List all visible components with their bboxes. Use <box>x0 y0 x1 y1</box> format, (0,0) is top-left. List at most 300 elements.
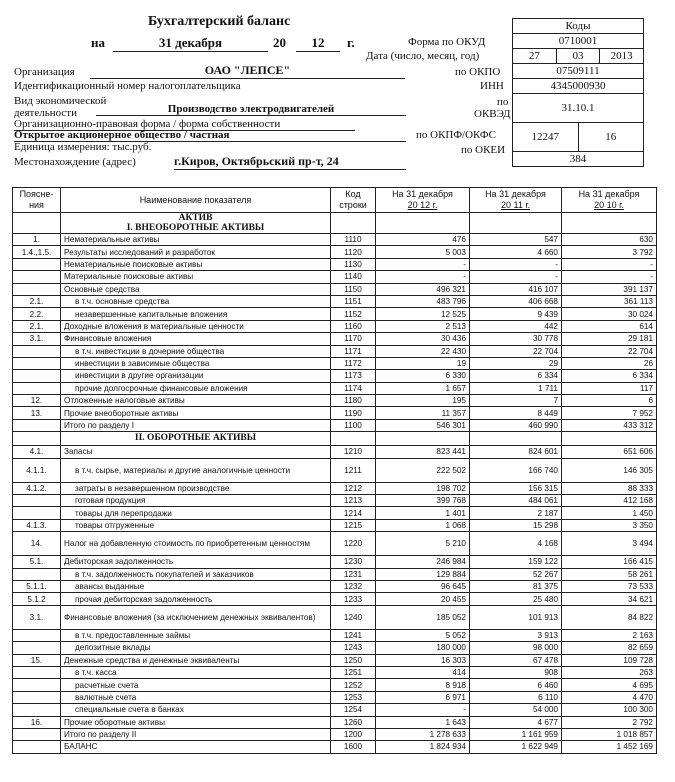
row-value-2012: 399 768 <box>376 495 470 507</box>
row-value-2012: 476 <box>376 234 470 246</box>
row-code: 1250 <box>331 654 376 666</box>
table-row <box>13 283 657 295</box>
row-explanation: 13. <box>13 407 61 419</box>
row-value-2010: 1 450 <box>562 507 657 519</box>
row-code: 1240 <box>331 605 376 629</box>
table-row <box>13 357 657 369</box>
table-row <box>13 345 657 357</box>
row-value-2011: 824 601 <box>470 446 562 458</box>
row-value-2011: 22 704 <box>470 345 562 357</box>
row-value-2010: 651 606 <box>562 446 657 458</box>
row-code: 1152 <box>331 308 376 320</box>
header-name: Наименование показателя <box>61 188 331 213</box>
row-code: 1180 <box>331 395 376 407</box>
row-value-2012: 16 303 <box>376 654 470 666</box>
row-value-2011: 8 449 <box>470 407 562 419</box>
unit-label: Единица измерения: тыс.руб. <box>14 141 152 153</box>
document-title: Бухгалтерский баланс <box>148 14 291 29</box>
header-expl: Поясне-ния <box>13 188 61 213</box>
table-row <box>13 382 657 394</box>
row-explanation <box>13 258 61 270</box>
row-code: 1251 <box>331 666 376 678</box>
row-value-2011: 25 480 <box>470 593 562 605</box>
row-code: 1213 <box>331 495 376 507</box>
row-value-2010: - <box>562 258 657 270</box>
row-code: 1150 <box>331 283 376 295</box>
table-row <box>13 370 657 382</box>
table-row <box>13 246 657 258</box>
row-value-2012: 96 645 <box>376 580 470 592</box>
row-name: в т.ч. инвестиции в дочерние общества <box>61 345 331 357</box>
okopf-value: 12247 <box>513 123 579 151</box>
row-code: 1214 <box>331 507 376 519</box>
row-value-2010: 1 018 857 <box>562 728 657 740</box>
table-row <box>13 605 657 629</box>
org-label: Организация <box>14 66 75 78</box>
row-code: 1200 <box>331 728 376 740</box>
row-value-2012: 246 984 <box>376 556 470 568</box>
table-row <box>13 295 657 307</box>
date-year-cell: 2013 <box>610 50 633 62</box>
row-explanation: 2.1. <box>13 295 61 307</box>
row-value-2010: 263 <box>562 666 657 678</box>
row-name: Прочие оборотные активы <box>61 716 331 728</box>
legal-value: Открытое акционерное общество / частная <box>14 129 406 142</box>
row-name: затраты в незавершенном производстве <box>61 482 331 494</box>
row-explanation: 5.1.1. <box>13 580 61 592</box>
table-row <box>13 495 657 507</box>
table-row <box>13 419 657 431</box>
row-name: авансы выданные <box>61 580 331 592</box>
table-row <box>13 446 657 458</box>
row-explanation <box>13 691 61 703</box>
row-value-2012: 1 643 <box>376 716 470 728</box>
date-day-month: 31 декабря <box>113 35 268 52</box>
section-aktiv: АКТИВ <box>178 213 213 223</box>
row-explanation <box>13 357 61 369</box>
row-code: 1190 <box>331 407 376 419</box>
row-code: 1254 <box>331 704 376 716</box>
header-col-2011 <box>470 188 562 213</box>
row-value-2012: - <box>376 258 470 270</box>
row-explanation: 15. <box>13 654 61 666</box>
activity-label-1: Вид экономической <box>14 95 107 107</box>
okpo-label: по ОКПО <box>455 66 501 78</box>
section-header-row <box>13 213 657 234</box>
row-value-2011: 2 187 <box>470 507 562 519</box>
activity-value: Производство электродвигателей <box>96 103 406 116</box>
row-value-2012: 198 702 <box>376 482 470 494</box>
row-explanation <box>13 495 61 507</box>
row-name: прочие долгосрочные финансовые вложения <box>61 382 331 394</box>
okved-label-1: по <box>497 96 509 108</box>
row-name: товары отгруженные <box>61 519 331 531</box>
row-value-2011: 4 660 <box>470 246 562 258</box>
legal-label: Организационно-правовая форма / форма собственности <box>14 118 355 131</box>
row-value-2012: 483 796 <box>376 295 470 307</box>
row-value-2010: 22 704 <box>562 345 657 357</box>
row-code: 1230 <box>331 556 376 568</box>
row-code: 1151 <box>331 295 376 307</box>
row-explanation: 1.4.,1.5. <box>13 246 61 258</box>
row-value-2011: 156 315 <box>470 482 562 494</box>
okopf-label: по ОКПФ/ОКФС <box>416 129 496 141</box>
row-value-2012: - <box>376 704 470 716</box>
okfs-value: 16 <box>605 131 617 143</box>
row-name: готовая продукция <box>61 495 331 507</box>
row-code: 1174 <box>331 382 376 394</box>
row-value-2010: 73 533 <box>562 580 657 592</box>
date-cells <box>513 49 643 64</box>
row-value-2011: 54 000 <box>470 704 562 716</box>
row-value-2011: 3 913 <box>470 629 562 641</box>
row-value-2010: 3 494 <box>562 532 657 556</box>
row-value-2011: 460 990 <box>470 419 562 431</box>
row-name: Доходные вложения в материальные ценности <box>61 320 331 332</box>
okei-value: 384 <box>569 153 587 165</box>
table-row <box>13 666 657 678</box>
row-code: 1130 <box>331 258 376 270</box>
row-value-2012: 414 <box>376 666 470 678</box>
row-explanation <box>13 271 61 283</box>
row-name: Материальные поисковые активы <box>61 271 331 283</box>
row-value-2012: 5 003 <box>376 246 470 258</box>
row-explanation: 16. <box>13 716 61 728</box>
row-value-2012: - <box>376 271 470 283</box>
row-explanation: 4.1.3. <box>13 519 61 531</box>
row-code: 1231 <box>331 568 376 580</box>
row-code: 1173 <box>331 370 376 382</box>
row-value-2012: 1 401 <box>376 507 470 519</box>
row-code: 1215 <box>331 519 376 531</box>
row-value-2010: 7 952 <box>562 407 657 419</box>
row-code: 1600 <box>331 741 376 753</box>
row-explanation <box>13 741 61 753</box>
row-name: Запасы <box>61 446 331 458</box>
row-code: 1233 <box>331 593 376 605</box>
row-value-2012: 20 455 <box>376 593 470 605</box>
row-explanation <box>13 666 61 678</box>
table-row <box>13 556 657 568</box>
row-value-2011: - <box>470 271 562 283</box>
row-value-2010: 433 312 <box>562 419 657 431</box>
row-code: 1220 <box>331 532 376 556</box>
table-row <box>13 580 657 592</box>
row-value-2010: 82 659 <box>562 642 657 654</box>
row-explanation <box>13 382 61 394</box>
header-col-2012-top: На 31 декабря <box>392 189 453 199</box>
date-month-cell: 03 <box>557 49 601 63</box>
row-value-2010: 109 728 <box>562 654 657 666</box>
row-value-2012: 22 430 <box>376 345 470 357</box>
row-name: инвестиции в зависимые общества <box>61 357 331 369</box>
header-code: Код строки <box>331 188 376 213</box>
row-code: 1100 <box>331 419 376 431</box>
table-row <box>13 704 657 716</box>
row-name: БАЛАНС <box>61 741 331 753</box>
row-code: 1232 <box>331 580 376 592</box>
row-name: Дебиторская задолженность <box>61 556 331 568</box>
row-value-2011: 159 122 <box>470 556 562 568</box>
row-value-2012: 5 052 <box>376 629 470 641</box>
row-name: Результаты исследований и разработок <box>61 246 331 258</box>
row-code: 1241 <box>331 629 376 641</box>
date-suffix: г. <box>347 35 355 50</box>
codes-header: Коды <box>513 19 643 34</box>
row-code: 1170 <box>331 333 376 345</box>
row-explanation <box>13 642 61 654</box>
row-value-2010: 166 415 <box>562 556 657 568</box>
row-value-2011: 547 <box>470 234 562 246</box>
row-value-2010: 84 822 <box>562 605 657 629</box>
row-value-2012: 1 824 934 <box>376 741 470 753</box>
row-value-2011: 442 <box>470 320 562 332</box>
row-value-2011: 15 298 <box>470 519 562 531</box>
row-name: в т.ч. предоставленные займы <box>61 629 331 641</box>
row-value-2011: 4 168 <box>470 532 562 556</box>
table-row <box>13 308 657 320</box>
table-row <box>13 507 657 519</box>
row-name: Прочие внеоборотные активы <box>61 407 331 419</box>
row-value-2012: 129 884 <box>376 568 470 580</box>
row-value-2010: 29 181 <box>562 333 657 345</box>
row-code: 1140 <box>331 271 376 283</box>
table-row <box>13 395 657 407</box>
row-explanation <box>13 704 61 716</box>
row-name: в т.ч. сырье, материалы и другие аналогичные ценности <box>61 458 331 482</box>
row-value-2011: 101 913 <box>470 605 562 629</box>
header-col-2011-bottom: 20 11 г. <box>500 200 531 210</box>
table-row <box>13 629 657 641</box>
inn-label: ИНН <box>480 80 504 92</box>
row-value-2010: 2 792 <box>562 716 657 728</box>
row-value-2010: 630 <box>562 234 657 246</box>
table-row <box>13 593 657 605</box>
row-name: валютные счета <box>61 691 331 703</box>
row-name: прочая дебиторская задолженность <box>61 593 331 605</box>
row-explanation: 5.1. <box>13 556 61 568</box>
row-code: 1211 <box>331 458 376 482</box>
table-row <box>13 691 657 703</box>
row-value-2010: 2 163 <box>562 629 657 641</box>
table-row <box>13 642 657 654</box>
row-value-2011: 98 000 <box>470 642 562 654</box>
row-name: Основные средства <box>61 283 331 295</box>
table-row <box>13 568 657 580</box>
table-header-row <box>13 188 657 213</box>
row-explanation: 4.1.2. <box>13 482 61 494</box>
table-row <box>13 458 657 482</box>
row-explanation <box>13 629 61 641</box>
row-explanation: 12. <box>13 395 61 407</box>
row-name: Денежные средства и денежные эквиваленты <box>61 654 331 666</box>
row-value-2011: 166 740 <box>470 458 562 482</box>
row-name: депозитные вклады <box>61 642 331 654</box>
row-value-2010: 6 334 <box>562 370 657 382</box>
row-name: специальные счета в банках <box>61 704 331 716</box>
row-explanation <box>13 507 61 519</box>
row-explanation: 1. <box>13 234 61 246</box>
row-name: в т.ч. основные средства <box>61 295 331 307</box>
row-value-2011: 4 677 <box>470 716 562 728</box>
row-value-2012: 1 068 <box>376 519 470 531</box>
row-value-2011: 30 778 <box>470 333 562 345</box>
table-row <box>13 532 657 556</box>
activity-label-2: деятельности <box>14 107 77 119</box>
row-value-2011: 484 061 <box>470 495 562 507</box>
row-value-2011: 6 334 <box>470 370 562 382</box>
row-name: Нематериальные активы <box>61 234 331 246</box>
row-explanation <box>13 568 61 580</box>
date-label: Дата (число, месяц, год) <box>366 50 480 62</box>
table-row <box>13 482 657 494</box>
row-name: Нематериальные поисковые активы <box>61 258 331 270</box>
table-row <box>13 407 657 419</box>
row-value-2010: 391 137 <box>562 283 657 295</box>
date-year: 12 <box>296 35 340 52</box>
address-label: Местонахождение (адрес) <box>14 156 136 168</box>
table-row <box>13 234 657 246</box>
row-code: 1172 <box>331 357 376 369</box>
row-value-2012: 195 <box>376 395 470 407</box>
table-row <box>13 258 657 270</box>
row-value-2012: 1 657 <box>376 382 470 394</box>
row-value-2012: 1 278 633 <box>376 728 470 740</box>
row-name: в т.ч. задолженность покупателей и заказчиков <box>61 568 331 580</box>
row-name: Итого по разделу II <box>61 728 331 740</box>
row-value-2010: 117 <box>562 382 657 394</box>
row-value-2011: 6 110 <box>470 691 562 703</box>
row-explanation: 4.1. <box>13 446 61 458</box>
row-code: 1243 <box>331 642 376 654</box>
row-name: в т.ч. касса <box>61 666 331 678</box>
row-value-2010: 100 300 <box>562 704 657 716</box>
okei-label: по ОКЕИ <box>461 144 506 156</box>
row-value-2012: 6 330 <box>376 370 470 382</box>
address-value: г.Киров, Октябрьский пр-т, 24 <box>174 154 406 170</box>
row-value-2010: 30 024 <box>562 308 657 320</box>
row-value-2012: 12 525 <box>376 308 470 320</box>
inn-value: 4345000930 <box>513 79 643 94</box>
balance-table <box>12 187 657 754</box>
row-explanation: 2.2. <box>13 308 61 320</box>
row-value-2010: 4 695 <box>562 679 657 691</box>
codes-box <box>512 18 644 167</box>
table-row <box>13 271 657 283</box>
row-value-2010: 146 305 <box>562 458 657 482</box>
row-value-2010: 6 <box>562 395 657 407</box>
row-name: Налог на добавленную стоимость по приобретенным ценностям <box>61 532 331 556</box>
table-row <box>13 519 657 531</box>
header-col-2010-top: На 31 декабря <box>578 189 640 199</box>
row-name: расчетные счета <box>61 679 331 691</box>
row-value-2010: 3 792 <box>562 246 657 258</box>
row-value-2010: 412 168 <box>562 495 657 507</box>
date-prefix: на <box>91 35 105 50</box>
row-name: Финансовые вложения <box>61 333 331 345</box>
row-value-2011: 9 439 <box>470 308 562 320</box>
okved-label-2: ОКВЭД <box>474 108 511 120</box>
okved-value: 31.10.1 <box>513 94 643 123</box>
row-value-2012: 823 441 <box>376 446 470 458</box>
date-day-cell: 27 <box>513 49 557 63</box>
row-value-2011: 1 622 949 <box>470 741 562 753</box>
row-value-2010: 26 <box>562 357 657 369</box>
table-row <box>13 716 657 728</box>
section-header-row <box>13 432 657 446</box>
row-value-2011: 7 <box>470 395 562 407</box>
header-col-2012-bottom: 20 12 г. <box>407 200 438 210</box>
table-row <box>13 320 657 332</box>
row-value-2010: 361 113 <box>562 295 657 307</box>
row-name: Отложенные налоговые активы <box>61 395 331 407</box>
row-explanation: 14. <box>13 532 61 556</box>
row-value-2012: 180 000 <box>376 642 470 654</box>
date-year-prefix: 20 <box>273 35 286 50</box>
okud-label: Форма по ОКУД <box>408 36 486 48</box>
table-row <box>13 741 657 753</box>
row-code: 1252 <box>331 679 376 691</box>
row-code: 1171 <box>331 345 376 357</box>
row-code: 1120 <box>331 246 376 258</box>
row-value-2010: 88 333 <box>562 482 657 494</box>
row-value-2010: 4 470 <box>562 691 657 703</box>
row-value-2011: 29 <box>470 357 562 369</box>
row-name: товары для перепродажи <box>61 507 331 519</box>
section-2: II. ОБОРОТНЫЕ АКТИВЫ <box>134 433 257 444</box>
row-value-2012: 11 357 <box>376 407 470 419</box>
row-value-2011: 6 460 <box>470 679 562 691</box>
row-code: 1212 <box>331 482 376 494</box>
row-code: 1260 <box>331 716 376 728</box>
inn-label-left: Идентификационный номер налогоплательщика <box>14 80 241 92</box>
row-explanation: 3.1. <box>13 605 61 629</box>
row-value-2012: 8 918 <box>376 679 470 691</box>
row-value-2010: - <box>562 271 657 283</box>
row-value-2012: 19 <box>376 357 470 369</box>
section-1: I. ВНЕОБОРОТНЫЕ АКТИВЫ <box>126 223 265 233</box>
row-value-2010: 34 621 <box>562 593 657 605</box>
table-row <box>13 654 657 666</box>
row-code: 1253 <box>331 691 376 703</box>
row-code: 1210 <box>331 446 376 458</box>
row-value-2011: 908 <box>470 666 562 678</box>
row-value-2012: 185 052 <box>376 605 470 629</box>
header-col-2011-top: На 31 декабря <box>485 189 546 199</box>
row-name: инвестиции в другие организации <box>61 370 331 382</box>
table-row <box>13 333 657 345</box>
row-code: 1110 <box>331 234 376 246</box>
row-value-2012: 546 301 <box>376 419 470 431</box>
row-value-2010: 3 350 <box>562 519 657 531</box>
row-explanation <box>13 419 61 431</box>
row-explanation: 3.1. <box>13 333 61 345</box>
row-value-2010: 614 <box>562 320 657 332</box>
row-value-2011: 416 107 <box>470 283 562 295</box>
table-row <box>13 728 657 740</box>
row-value-2011: 81 375 <box>470 580 562 592</box>
row-explanation <box>13 679 61 691</box>
row-name: незавершенные капитальные вложения <box>61 308 331 320</box>
header-col-2010 <box>562 188 657 213</box>
row-explanation <box>13 283 61 295</box>
row-value-2010: 1 452 169 <box>562 741 657 753</box>
row-explanation: 5.1.2 <box>13 593 61 605</box>
row-value-2010: 58 261 <box>562 568 657 580</box>
row-value-2011: 1 711 <box>470 382 562 394</box>
row-value-2012: 2 513 <box>376 320 470 332</box>
org-value: ОАО "ЛЕПСЕ" <box>90 63 405 79</box>
